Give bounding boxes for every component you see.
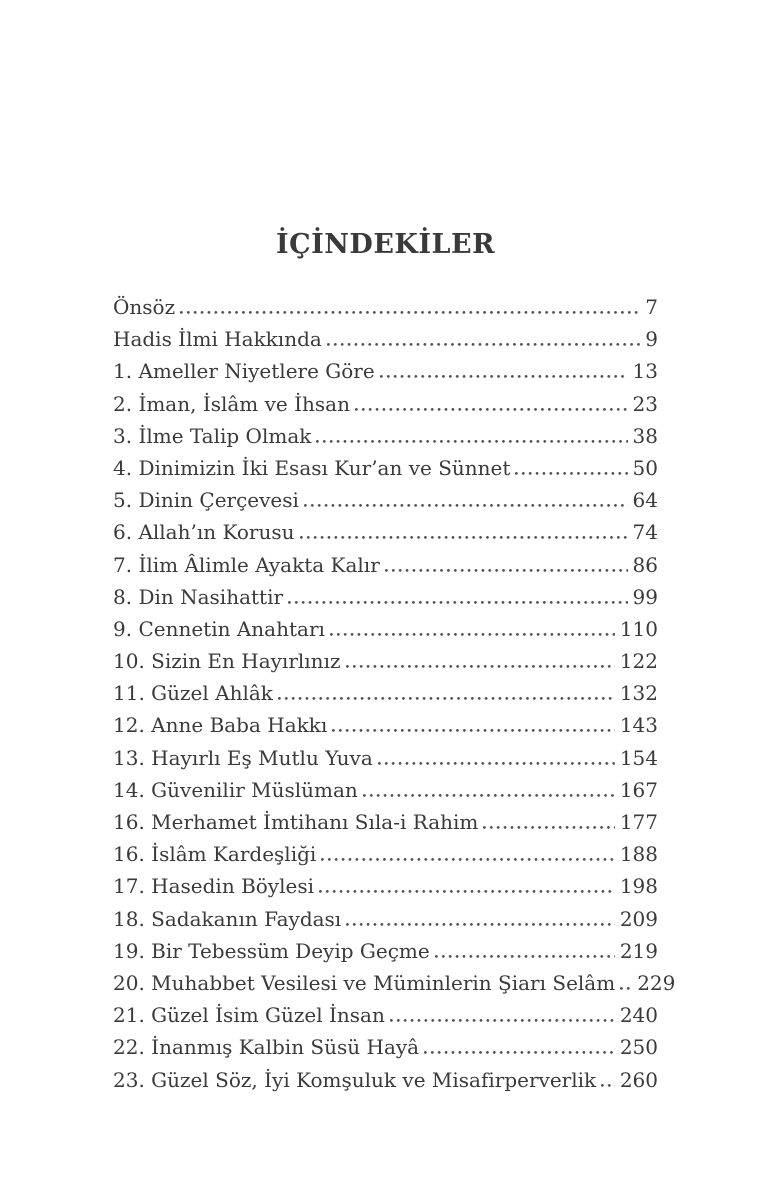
toc-entry-label: 4. Dinimizin İki Esası Kur’an ve Sünnet bbox=[113, 455, 511, 480]
toc-entry-label: 2. İman, İslâm ve İhsan bbox=[113, 391, 350, 416]
toc-entry[interactable] bbox=[113, 970, 676, 995]
toc-entry[interactable] bbox=[113, 520, 658, 545]
dot-leader bbox=[330, 633, 615, 636]
toc-entry[interactable] bbox=[113, 616, 658, 641]
toc-entry[interactable] bbox=[113, 327, 658, 352]
toc-entry-label: 5. Dinin Çerçevesi bbox=[113, 488, 299, 513]
toc-entry[interactable] bbox=[113, 423, 658, 448]
toc-entry[interactable] bbox=[113, 649, 658, 674]
toc-entry-page: 132 bbox=[619, 681, 658, 706]
toc-entry-page: 99 bbox=[632, 584, 658, 609]
dot-leader bbox=[304, 504, 628, 507]
toc-entry-label: Önsöz bbox=[113, 295, 176, 319]
dot-leader bbox=[346, 665, 615, 668]
toc-entry-page: 9 bbox=[645, 327, 658, 352]
dot-leader bbox=[180, 311, 640, 314]
toc-entry[interactable] bbox=[113, 938, 658, 963]
toc-entry-label: 22. İnanmış Kalbin Süsü Hayâ bbox=[113, 1035, 420, 1060]
toc-entry-page: 240 bbox=[619, 1003, 658, 1028]
toc-entry-label: 1. Ameller Niyetlere Göre bbox=[113, 359, 375, 384]
toc-entry-label: 7. İlim Âlimle Ayakta Kalır bbox=[113, 552, 380, 577]
dot-leader bbox=[327, 343, 640, 346]
toc-entry-label: 23. Güzel Söz, İyi Komşuluk ve Misafirperverlik bbox=[113, 1067, 597, 1092]
toc-entry[interactable] bbox=[113, 1003, 658, 1028]
toc-entry-label: 13. Hayırlı Eş Mutlu Yuva bbox=[113, 745, 373, 770]
toc-entry-page: 122 bbox=[619, 649, 658, 674]
dot-leader bbox=[601, 1084, 615, 1087]
toc-entry-label: 18. Sadakanın Faydası bbox=[113, 906, 342, 931]
dot-leader bbox=[390, 1019, 615, 1022]
dot-leader bbox=[288, 601, 628, 604]
toc-title: İÇİNDEKİLER bbox=[275, 229, 496, 261]
toc-entry-label: 14. Güvenilir Müslüman bbox=[113, 777, 358, 802]
toc-entry-page: 198 bbox=[619, 874, 658, 899]
toc-entry[interactable] bbox=[113, 584, 658, 609]
toc-entry-page: 229 bbox=[637, 970, 676, 995]
dot-leader bbox=[278, 697, 615, 700]
toc-entry[interactable] bbox=[113, 745, 658, 770]
dot-leader bbox=[483, 826, 614, 829]
dot-leader bbox=[380, 375, 628, 378]
dot-leader bbox=[321, 858, 615, 861]
toc-entry-page: 86 bbox=[632, 552, 658, 577]
toc-entry[interactable] bbox=[113, 713, 658, 738]
toc-entry[interactable] bbox=[113, 812, 658, 832]
toc-entry[interactable] bbox=[113, 297, 658, 317]
dot-leader bbox=[385, 569, 628, 572]
toc-entry[interactable] bbox=[113, 1035, 658, 1060]
toc-entry[interactable] bbox=[113, 681, 658, 706]
toc-entry-label: 16. Merhamet İmtihanı Sıla-i Rahim bbox=[113, 810, 479, 834]
toc-entry-label: 3. İlme Talip Olmak bbox=[113, 423, 312, 448]
toc-entry-label: 11. Güzel Ahlâk bbox=[113, 681, 273, 706]
dot-leader bbox=[620, 987, 632, 990]
toc-entry-page: 219 bbox=[619, 938, 658, 963]
toc-entry[interactable] bbox=[113, 455, 658, 480]
toc-entry-page: 260 bbox=[619, 1067, 658, 1092]
toc-entry-page: 110 bbox=[619, 616, 658, 641]
toc-entry-label: 17. Hasedin Böylesi bbox=[113, 874, 314, 899]
toc-entry-page: 23 bbox=[632, 391, 658, 416]
dot-leader bbox=[355, 408, 628, 411]
toc-entry-page: 250 bbox=[619, 1035, 658, 1060]
toc-entry-page: 177 bbox=[619, 810, 658, 834]
toc-entry-page: 74 bbox=[632, 520, 658, 545]
toc-entry-page: 167 bbox=[619, 777, 658, 802]
dot-leader bbox=[435, 955, 615, 958]
toc-entry-label: 6. Allah’ın Korusu bbox=[113, 520, 295, 545]
toc-entry[interactable] bbox=[113, 874, 658, 899]
toc-entry[interactable] bbox=[113, 777, 658, 802]
dot-leader bbox=[363, 794, 615, 797]
dot-leader bbox=[319, 890, 615, 893]
dot-leader bbox=[332, 729, 615, 732]
dot-leader bbox=[300, 536, 628, 539]
toc-entry-label: Hadis İlmi Hakkında bbox=[113, 327, 322, 352]
toc-entry-label: 16. İslâm Kardeşliği bbox=[113, 842, 317, 867]
toc-entry-page: 64 bbox=[632, 488, 658, 513]
toc-entry[interactable] bbox=[113, 488, 658, 513]
dot-leader bbox=[346, 923, 615, 926]
toc-entry-page: 154 bbox=[619, 745, 658, 770]
dot-leader bbox=[316, 440, 627, 443]
toc-entry[interactable] bbox=[113, 359, 658, 384]
dot-leader bbox=[424, 1051, 615, 1054]
toc-list bbox=[113, 295, 676, 1102]
dot-leader bbox=[515, 472, 627, 475]
toc-entry[interactable] bbox=[113, 1067, 658, 1092]
toc-entry-label: 8. Din Nasihattir bbox=[113, 584, 284, 609]
toc-entry[interactable] bbox=[113, 391, 658, 416]
toc-entry-label: 19. Bir Tebessüm Deyip Geçme bbox=[113, 938, 430, 963]
toc-entry-page: 209 bbox=[619, 906, 658, 931]
toc-entry[interactable] bbox=[113, 906, 658, 931]
toc-entry-page: 50 bbox=[632, 455, 658, 480]
dot-leader bbox=[378, 762, 615, 765]
toc-entry-label: 21. Güzel İsim Güzel İnsan bbox=[113, 1003, 385, 1028]
toc-entry-label: 12. Anne Baba Hakkı bbox=[113, 713, 328, 738]
toc-entry-label: 20. Muhabbet Vesilesi ve Müminlerin Şiarı Selâm bbox=[113, 970, 616, 995]
toc-entry-page: 188 bbox=[619, 842, 658, 867]
toc-entry-label: 10. Sizin En Hayırlınız bbox=[113, 649, 341, 674]
toc-entry-page: 143 bbox=[619, 713, 658, 738]
toc-entry-page: 13 bbox=[632, 359, 658, 384]
toc-entry-page: 38 bbox=[632, 423, 658, 448]
toc-entry-label: 9. Cennetin Anahtarı bbox=[113, 616, 325, 641]
toc-entry-page: 7 bbox=[645, 295, 658, 319]
toc-entry[interactable] bbox=[113, 552, 658, 577]
toc-entry[interactable] bbox=[113, 842, 658, 867]
